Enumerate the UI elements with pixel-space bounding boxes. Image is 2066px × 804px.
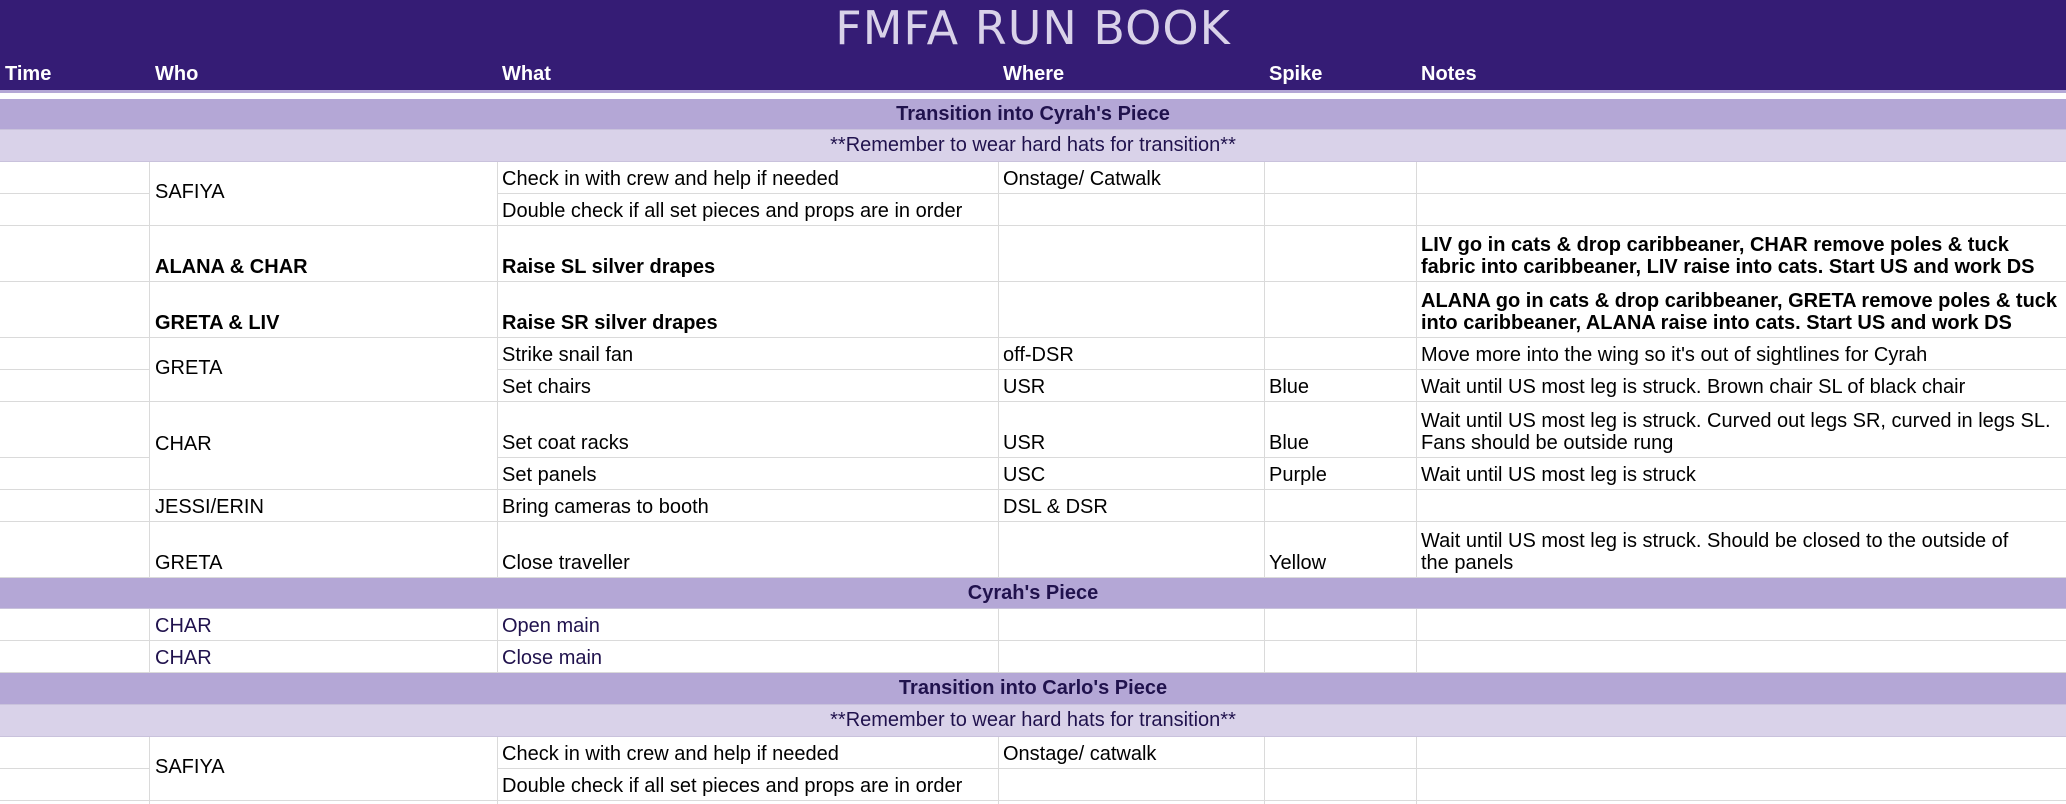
where-cell[interactable] [998, 226, 1264, 281]
notes-cell[interactable]: Wait until US most leg is struck. Curved out legs SR, curved in legs SL. Fans should be outside rung [1421, 410, 2051, 454]
row-group-char [0, 402, 2066, 490]
gridline [149, 162, 150, 578]
what-cell[interactable]: Strike snail fan [502, 344, 634, 366]
spike-cell[interactable]: Blue [1269, 432, 1310, 454]
where-cell[interactable]: USR [1003, 376, 1046, 398]
gridline [1264, 609, 1265, 673]
what-cell[interactable]: Set coat racks [502, 432, 629, 454]
where-cell[interactable] [998, 609, 1264, 640]
notes-cell[interactable]: Wait until US most leg is struck. Brown chair SL of black chair [1421, 376, 1966, 398]
what-cell[interactable]: Check in with crew and help if needed [502, 743, 839, 765]
where-cell[interactable] [998, 282, 1264, 337]
notes-cell[interactable]: LIV go in cats & drop caribbeaner, CHAR remove poles & tuck fabric into caribbeaner, LIV raise into cats. Start US and work DS [1421, 234, 2035, 278]
notes-cell[interactable] [1416, 490, 2066, 521]
section-reminder: **Remember to wear hard hats for transition** [0, 705, 2066, 737]
section-reminder: **Remember to wear hard hats for transition** [0, 130, 2066, 162]
spike-cell[interactable] [1264, 194, 1416, 225]
notes-cell[interactable] [1416, 194, 2066, 225]
where-cell[interactable]: USC [1003, 464, 1046, 486]
gridline [1416, 609, 1417, 673]
what-cell[interactable]: Check in with crew and help if needed [502, 168, 839, 190]
where-cell[interactable]: Onstage/ catwalk [1003, 743, 1157, 765]
where-cell[interactable] [998, 194, 1264, 225]
spike-cell[interactable] [1264, 641, 1416, 672]
column-header-time[interactable]: Time [5, 63, 52, 85]
spike-cell[interactable]: Blue [1269, 376, 1310, 398]
notes-cell[interactable]: Wait until US most leg is struck. Should be closed to the outside of the panels [1421, 530, 2009, 574]
where-cell[interactable]: Onstage/ Catwalk [1003, 168, 1161, 190]
notes-cell[interactable]: Wait until US most leg is struck [1421, 464, 1696, 486]
gridline [998, 609, 999, 673]
column-header-notes[interactable]: Notes [1421, 63, 1477, 85]
what-cell[interactable]: Close traveller [502, 552, 630, 574]
gridline [497, 737, 498, 804]
column-header-spike[interactable]: Spike [1269, 63, 1323, 85]
spike-cell[interactable] [1264, 226, 1416, 281]
spike-cell[interactable] [1264, 609, 1416, 640]
gridline [1416, 737, 1417, 804]
who-cell[interactable]: ALANA & CHAR [155, 256, 308, 278]
where-cell[interactable]: DSL & DSR [1003, 496, 1108, 518]
gridline [1264, 737, 1265, 804]
what-cell[interactable]: Double check if all set pieces and props are in order [502, 775, 963, 797]
table-row[interactable] [0, 490, 2066, 522]
who-cell[interactable]: SAFIYA [150, 162, 497, 226]
gridline [497, 162, 498, 578]
gridline [998, 737, 999, 804]
table-row[interactable] [0, 226, 2066, 282]
what-cell[interactable]: Raise SL silver drapes [502, 256, 716, 278]
row-group-greta [0, 338, 2066, 402]
who-cell[interactable]: GRETA [150, 338, 497, 402]
spike-cell[interactable] [1264, 490, 1416, 521]
section-heading: Transition into Carlo's Piece [0, 673, 2066, 705]
notes-cell[interactable] [1416, 162, 2066, 193]
notes-cell[interactable] [1416, 641, 2066, 672]
where-cell[interactable]: USR [1003, 432, 1046, 454]
section-heading: Cyrah's Piece [0, 578, 2066, 609]
notes-cell[interactable] [1416, 609, 2066, 640]
where-cell[interactable] [998, 769, 1264, 800]
who-cell[interactable]: JESSI/ERIN [155, 496, 264, 518]
who-cell[interactable]: SAFIYA [150, 737, 497, 800]
section-heading: Transition into Cyrah's Piece [0, 99, 2066, 130]
notes-cell[interactable] [1416, 737, 2066, 768]
gridline [1264, 162, 1265, 578]
where-cell[interactable]: off-DSR [1003, 344, 1074, 366]
spike-cell[interactable] [1264, 737, 1416, 768]
gridline [149, 609, 150, 673]
where-cell[interactable] [998, 522, 1264, 577]
spike-cell[interactable]: Yellow [1269, 552, 1327, 574]
gridline [998, 162, 999, 578]
gridline [497, 609, 498, 673]
who-cell[interactable]: GRETA & LIV [155, 312, 280, 334]
column-header-where[interactable]: Where [1003, 63, 1065, 85]
gridline [149, 737, 150, 804]
notes-cell[interactable]: ALANA go in cats & drop caribbeaner, GRETA remove poles & tuck into caribbeaner, ALANA raise into cats. Start US and work DS [1421, 290, 2058, 334]
table-row[interactable] [0, 641, 2066, 673]
what-cell[interactable]: Double check if all set pieces and props are in order [502, 200, 963, 222]
spike-cell[interactable] [1264, 282, 1416, 337]
spike-cell[interactable] [1264, 162, 1416, 193]
table-row[interactable] [0, 609, 2066, 641]
row-group-safiya-2 [0, 737, 2066, 804]
who-cell[interactable]: CHAR [150, 402, 497, 490]
spike-cell[interactable] [1264, 769, 1416, 800]
sheet-title: FMFA RUN BOOK [0, 0, 2066, 56]
table-row[interactable] [0, 522, 2066, 578]
column-header-what[interactable]: What [502, 63, 551, 85]
what-cell[interactable]: Open main [502, 615, 600, 637]
what-cell[interactable]: Set chairs [502, 376, 591, 398]
column-header-row [0, 56, 2066, 93]
column-header-who[interactable]: Who [155, 63, 199, 85]
what-cell[interactable]: Set panels [502, 464, 597, 486]
who-cell[interactable]: GRETA [155, 552, 223, 574]
what-cell[interactable]: Close main [502, 647, 603, 669]
spike-cell[interactable]: Purple [1269, 464, 1327, 486]
row-group-safiya [0, 162, 2066, 226]
who-cell[interactable]: CHAR [155, 615, 212, 637]
notes-cell[interactable]: Move more into the wing so it's out of sightlines for Cyrah [1421, 344, 1928, 366]
spike-cell[interactable] [1264, 338, 1416, 369]
gridline [1416, 162, 1417, 578]
who-cell[interactable]: CHAR [155, 647, 212, 669]
notes-cell[interactable] [1416, 769, 2066, 800]
what-cell[interactable]: Bring cameras to booth [502, 496, 709, 518]
what-cell[interactable]: Raise SR silver drapes [502, 312, 718, 334]
table-row[interactable] [0, 282, 2066, 338]
where-cell[interactable] [998, 641, 1264, 672]
